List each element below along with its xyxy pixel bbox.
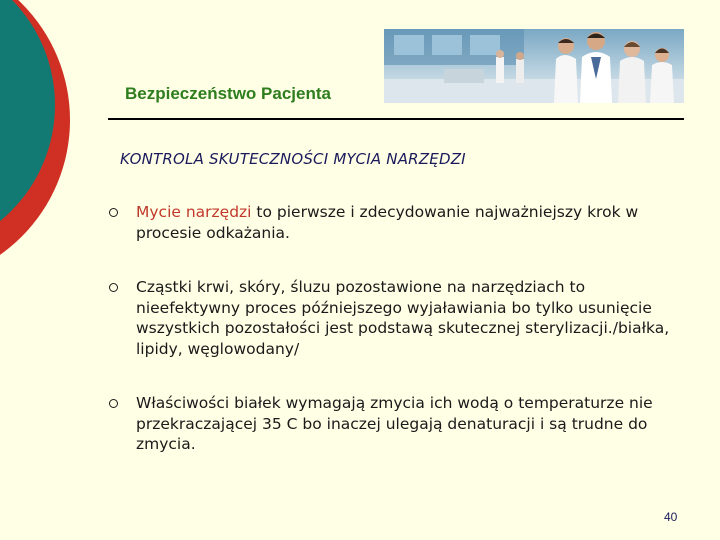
bullet-text: to pierwsze i zdecydowanie najważniejszy krok w procesie odkażania. [136, 203, 639, 242]
decorative-circles [0, 0, 80, 300]
bullet-text: Cząstki krwi, skóry, śluzu pozostawione na narzędziach to nieefektywny proces późniejszego wyjaławiania bo tylko usunięcie wszystkich pozostałości jest podstawą skutecznej sterylizacji./białka, lipidy, węglowodany/ [136, 278, 670, 358]
bullet-highlight: Mycie narzędzi [136, 203, 252, 221]
bullet-item-1 [104, 202, 684, 243]
header-divider [108, 118, 684, 120]
bullet-text: Właściwości białek wymagają zmycia ich wodą o temperaturze nie przekraczającej 35 C bo inaczej ulegają denaturacji i są trudne do zmycia. [136, 394, 653, 453]
circle-bullet-icon [109, 208, 118, 217]
bullet-item-2 [104, 277, 684, 359]
slide-title: KONTROLA SKUTECZNOŚCI MYCIA NARZĘDZI [120, 150, 466, 168]
circle-bullet-icon [109, 283, 118, 292]
photo-illustration [384, 29, 684, 103]
bullet-list [104, 202, 684, 489]
page-number: 40 [664, 510, 678, 524]
header-title: Bezpieczeństwo Pacjenta [125, 84, 331, 103]
hospital-staff-photo [384, 29, 684, 103]
circle-bullet-icon [109, 399, 118, 408]
bullet-item-3 [104, 393, 684, 455]
